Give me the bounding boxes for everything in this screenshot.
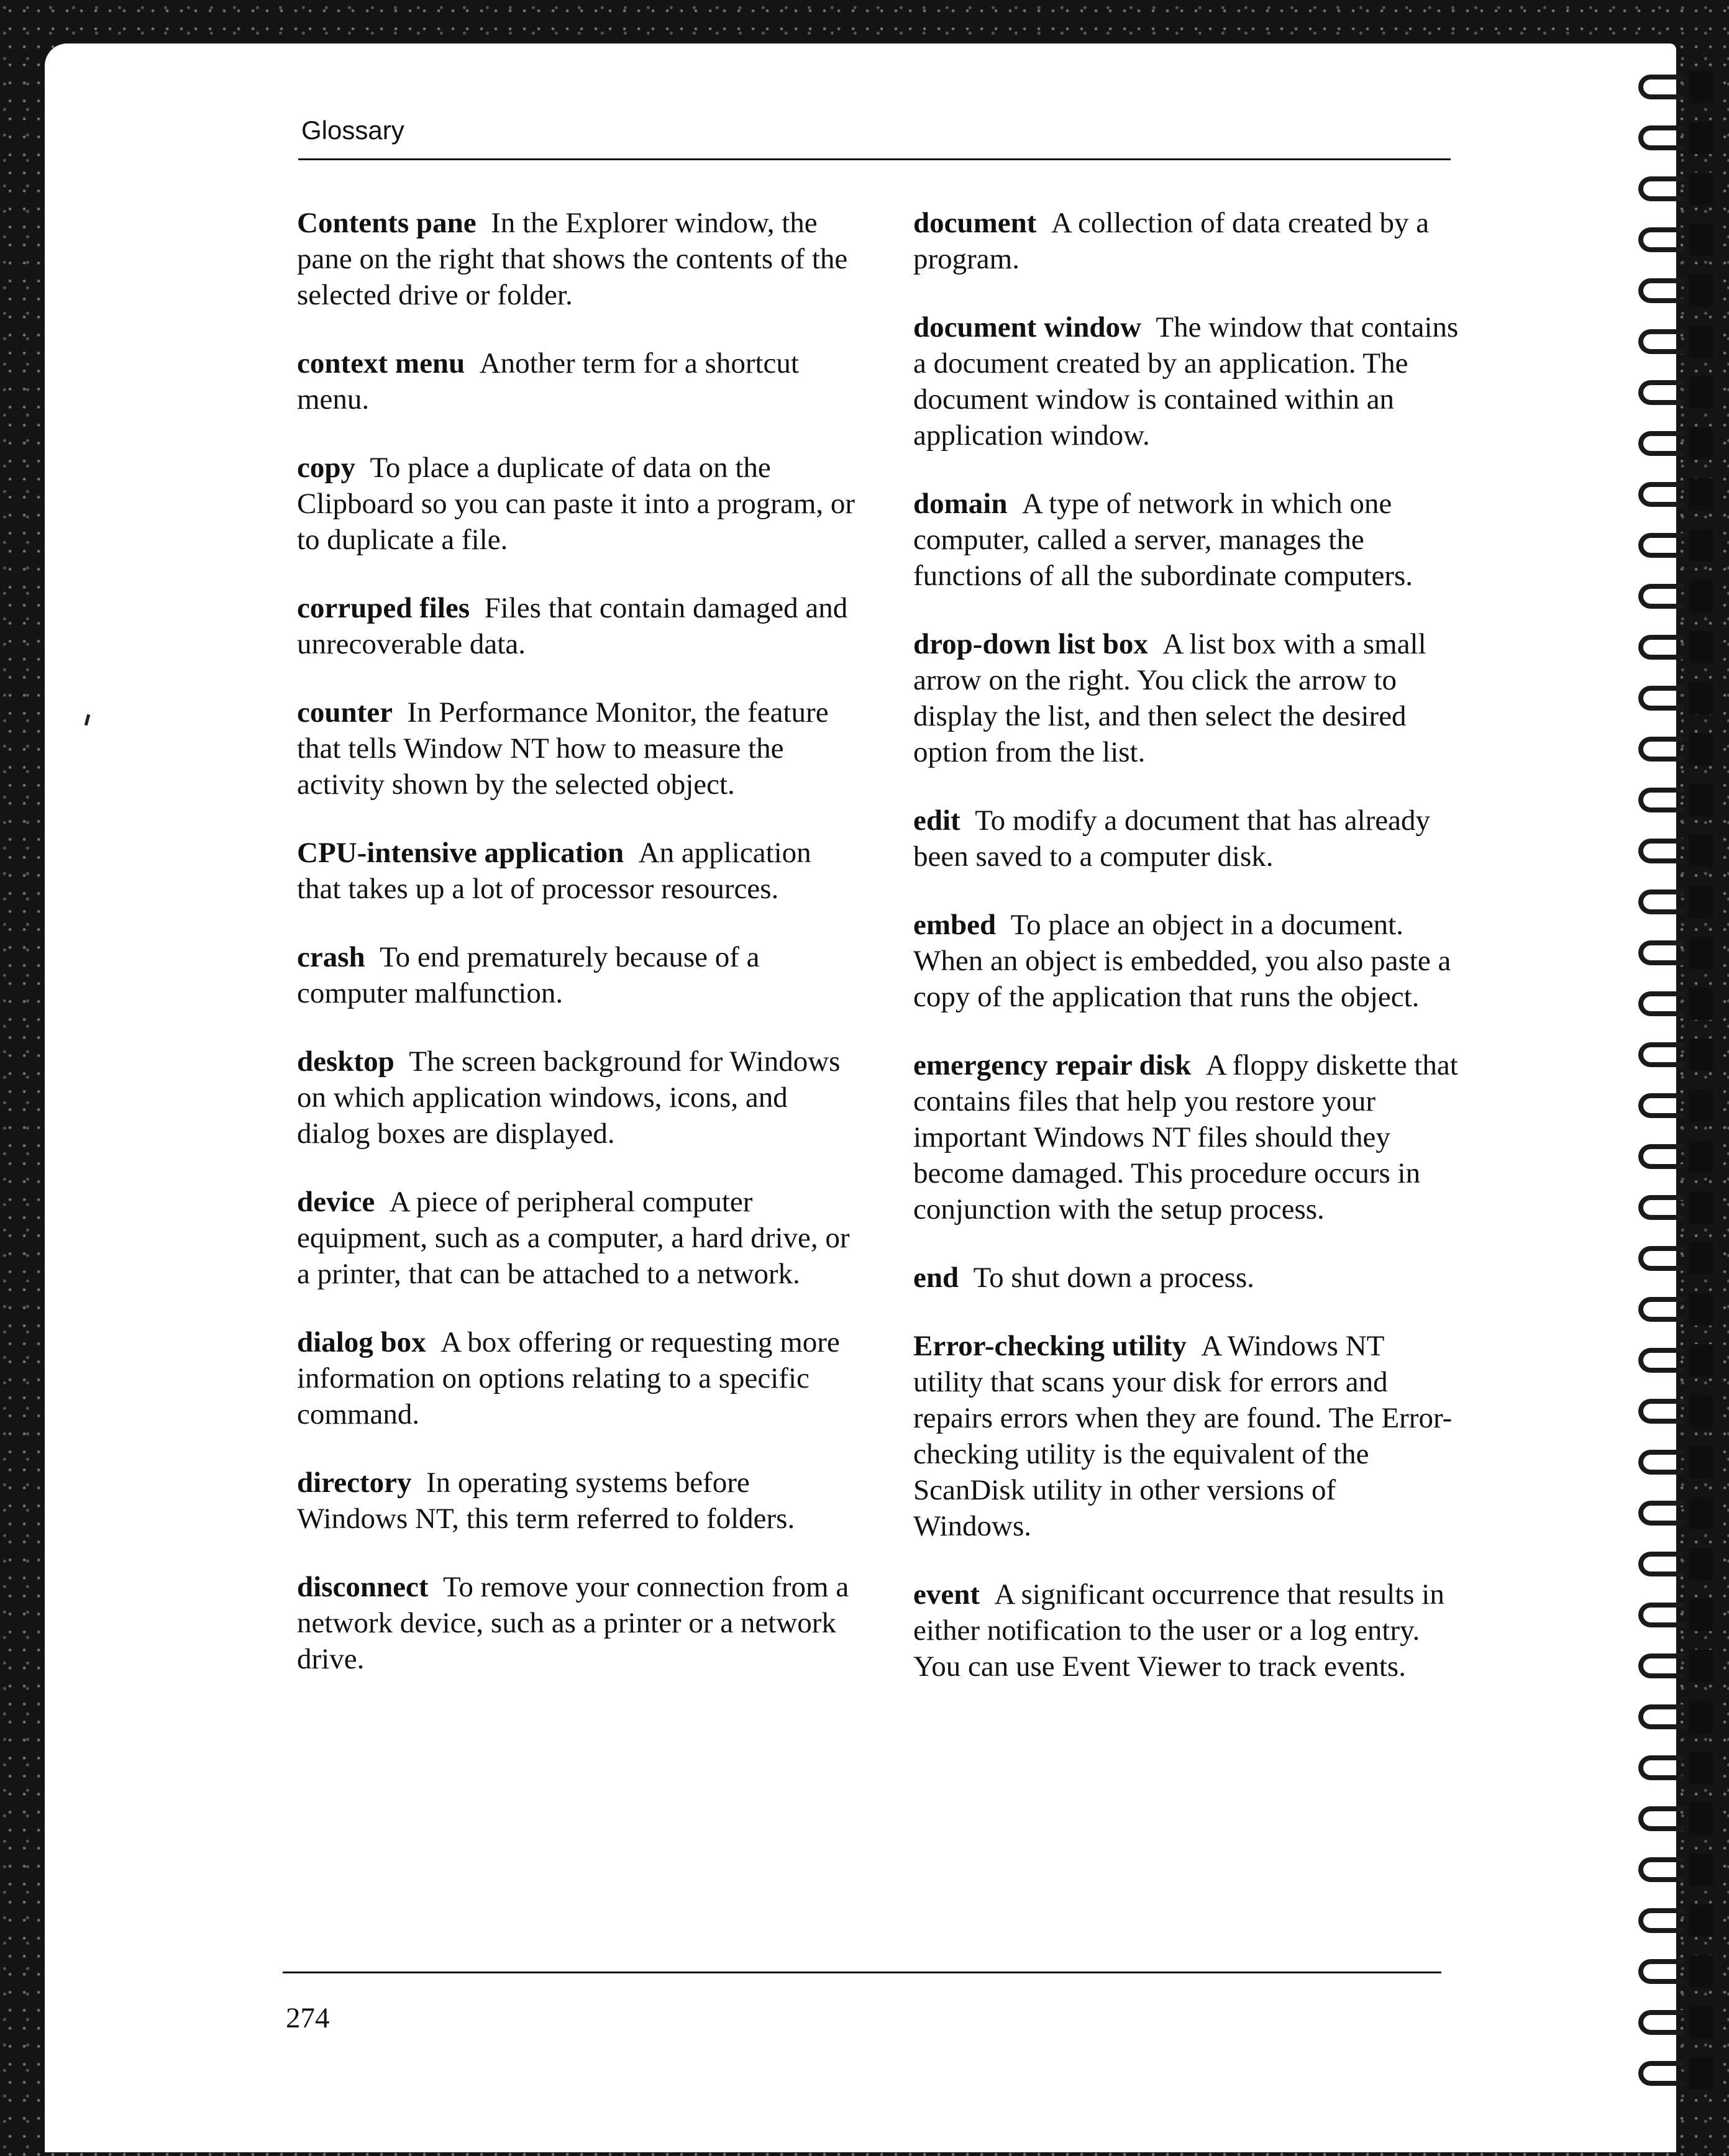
- binding-coil: [1638, 737, 1684, 762]
- glossary-definition: A floppy diskette that contains files that help you restore your important Windows NT files should they become damaged. This procedure occurs in conjunction with the setup process.: [913, 1049, 1458, 1226]
- glossary-term: drop-down list box: [913, 628, 1148, 660]
- binding-coil: [1638, 1704, 1684, 1729]
- binding-coil: [1638, 1755, 1684, 1780]
- running-head: Glossary: [301, 116, 404, 145]
- binding-hole: [1689, 1446, 1713, 1478]
- binding-hole: [1689, 1293, 1713, 1326]
- glossary-term: embed: [913, 909, 997, 941]
- binding-hole: [1689, 784, 1713, 816]
- glossary-term: context menu: [297, 347, 465, 380]
- glossary-term: device: [297, 1186, 375, 1218]
- glossary-definition: Files that contain damaged and unrecoverable data.: [297, 592, 848, 660]
- binding-coil: [1638, 1806, 1684, 1831]
- glossary-definition: A box offering or requesting more information on options relating to a specific command.: [297, 1326, 840, 1431]
- binding-hole: [1689, 988, 1713, 1020]
- glossary-definition: A significant occurrence that results in either notification to the user or a log entry. You can use Event Viewer to track events.: [913, 1578, 1444, 1683]
- binding-coil: [1638, 635, 1684, 660]
- glossary-term: crash: [297, 941, 365, 973]
- glossary-entry: [297, 1324, 856, 1432]
- glossary-definition: A collection of data created by a program.: [913, 207, 1430, 275]
- binding-coil: [1638, 2010, 1684, 2035]
- glossary-left-column: [297, 205, 856, 1709]
- binding-coil: [1638, 75, 1684, 99]
- glossary-term: domain: [913, 488, 1008, 520]
- glossary-entry: [913, 626, 1460, 770]
- glossary-term: directory: [297, 1467, 412, 1499]
- binding-hole: [1689, 631, 1713, 663]
- glossary-definition: In operating systems before Windows NT, this term referred to folders.: [297, 1467, 795, 1535]
- binding-hole: [1689, 427, 1713, 460]
- glossary-definition: To end prematurely because of a computer malfunction.: [297, 941, 760, 1009]
- glossary-entry: [913, 907, 1460, 1015]
- page-number: 274: [286, 2002, 330, 2034]
- binding-coil: [1638, 889, 1684, 914]
- glossary-definition: In the Explorer window, the pane on the right that shows the contents of the selected drive or folder.: [297, 207, 848, 311]
- binding-coil: [1638, 1603, 1684, 1627]
- binding-hole: [1689, 1548, 1713, 1580]
- binding-coil: [1638, 482, 1684, 507]
- binding-hole: [1689, 1752, 1713, 1784]
- footer-rule: [283, 1972, 1441, 1973]
- binding-hole: [1689, 682, 1713, 714]
- glossary-entry: [297, 1465, 856, 1537]
- glossary-term: copy: [297, 452, 355, 484]
- glossary-definition: The window that contains a document created by an application. The document window is contained within an application window.: [913, 311, 1459, 452]
- binding-coil: [1638, 1959, 1684, 1984]
- glossary-definition: Another term for a shortcut menu.: [297, 347, 799, 416]
- binding-coil: [1638, 584, 1684, 609]
- binding-hole: [1689, 1599, 1713, 1631]
- binding-hole: [1689, 376, 1713, 409]
- binding-coil: [1638, 1246, 1684, 1271]
- binding-hole: [1689, 1854, 1713, 1886]
- binding-hole: [1689, 2057, 1713, 2090]
- binding-hole: [1689, 886, 1713, 918]
- binding-coil: [1638, 227, 1684, 252]
- glossary-entry: [913, 1047, 1460, 1227]
- binding-hole: [1689, 1395, 1713, 1427]
- glossary-entry: [297, 939, 856, 1011]
- glossary-term: Error-checking utility: [913, 1330, 1187, 1362]
- binding-coil: [1638, 1552, 1684, 1576]
- binding-coil: [1638, 1348, 1684, 1373]
- glossary-term: CPU-intensive application: [297, 837, 624, 869]
- glossary-entry: [297, 835, 856, 907]
- glossary-entry: [297, 205, 856, 313]
- binding-hole: [1689, 1701, 1713, 1733]
- binding-hole: [1689, 580, 1713, 612]
- glossary-entry: [913, 1328, 1460, 1544]
- glossary-entry: [297, 450, 856, 558]
- binding-hole: [1689, 1089, 1713, 1122]
- binding-coil: [1638, 1297, 1684, 1322]
- glossary-definition: In Performance Monitor, the feature that tells Window NT how to measure the activity shown by the selected object.: [297, 696, 829, 801]
- glossary-entry: [297, 345, 856, 417]
- glossary-right-column: [913, 205, 1460, 1717]
- glossary-entry: [913, 803, 1460, 875]
- binding-coil: [1638, 278, 1684, 303]
- glossary-term: dialog box: [297, 1326, 426, 1358]
- binding-coil: [1638, 533, 1684, 558]
- binding-hole: [1689, 1191, 1713, 1224]
- binding-hole: [1689, 1955, 1713, 1988]
- binding-hole: [1689, 937, 1713, 969]
- binding-hole: [1689, 1650, 1713, 1682]
- glossary-definition: A piece of peripheral computer equipment, such as a computer, a hard drive, or a printer, that can be attached to a network.: [297, 1186, 850, 1290]
- glossary-term: document window: [913, 311, 1141, 343]
- glossary-term: edit: [913, 804, 960, 837]
- glossary-definition: An application that takes up a lot of processor resources.: [297, 837, 811, 905]
- binding-coil: [1638, 1042, 1684, 1067]
- binding-coil: [1638, 839, 1684, 863]
- binding-coil: [1638, 329, 1684, 354]
- glossary-definition: To place a duplicate of data on the Clipboard so you can paste it into a program, or to duplicate a file.: [297, 452, 855, 556]
- glossary-definition: To place an object in a document. When an object is embedded, you also paste a copy of the application that runs the object.: [913, 909, 1451, 1013]
- glossary-definition: To remove your connection from a network device, such as a printer or a network drive.: [297, 1571, 849, 1675]
- binding-hole: [1689, 71, 1713, 103]
- binding-hole: [1689, 478, 1713, 511]
- binding-coil: [1638, 1144, 1684, 1169]
- glossary-term: document: [913, 207, 1037, 239]
- binding-hole: [1689, 529, 1713, 562]
- binding-coil: [1638, 125, 1684, 150]
- glossary-entry: [297, 694, 856, 803]
- binding-coil: [1638, 1653, 1684, 1678]
- binding-hole: [1689, 173, 1713, 205]
- binding-hole: [1689, 275, 1713, 307]
- binding-coil: [1638, 1195, 1684, 1220]
- binding-coil: [1638, 1857, 1684, 1882]
- binding-coil: [1638, 991, 1684, 1016]
- glossary-definition: The screen background for Windows on which application windows, icons, and dialog boxes are displayed.: [297, 1045, 841, 1150]
- glossary-term: counter: [297, 696, 393, 729]
- glossary-term: event: [913, 1578, 980, 1611]
- spiral-binding: [1630, 50, 1729, 2118]
- glossary-entry: [297, 1044, 856, 1152]
- binding-coil: [1638, 380, 1684, 405]
- binding-hole: [1689, 224, 1713, 256]
- binding-coil: [1638, 176, 1684, 201]
- binding-coil: [1638, 431, 1684, 456]
- glossary-entry: [913, 486, 1460, 594]
- binding-hole: [1689, 1904, 1713, 1937]
- glossary-entry: [913, 309, 1460, 453]
- glossary-entry: [913, 1260, 1460, 1296]
- glossary-entry: [913, 205, 1460, 277]
- binding-hole: [1689, 325, 1713, 358]
- binding-hole: [1689, 1242, 1713, 1275]
- binding-coil: [1638, 1501, 1684, 1526]
- binding-coil: [1638, 1450, 1684, 1475]
- binding-coil: [1638, 1399, 1684, 1424]
- glossary-entry: [297, 1569, 856, 1677]
- glossary-definition: A type of network in which one computer, called a server, manages the functions of all the subordinate computers.: [913, 488, 1413, 592]
- binding-hole: [1689, 1803, 1713, 1835]
- glossary-term: Contents pane: [297, 207, 477, 239]
- binding-coil: [1638, 940, 1684, 965]
- glossary-definition: To modify a document that has already been saved to a computer disk.: [913, 804, 1431, 873]
- glossary-term: corruped files: [297, 592, 470, 624]
- binding-coil: [1638, 686, 1684, 711]
- glossary-definition: A list box with a small arrow on the right. You click the arrow to display the list, and then select the desired option from the list.: [913, 628, 1426, 768]
- binding-coil: [1638, 788, 1684, 812]
- binding-coil: [1638, 2061, 1684, 2086]
- glossary-entry: [297, 1184, 856, 1292]
- header-rule: [298, 158, 1451, 160]
- binding-coil: [1638, 1908, 1684, 1933]
- binding-hole: [1689, 1344, 1713, 1376]
- glossary-term: desktop: [297, 1045, 395, 1078]
- binding-hole: [1689, 733, 1713, 765]
- glossary-definition: To shut down a process.: [973, 1262, 1254, 1294]
- glossary-definition: A Windows NT utility that scans your disk for errors and repairs errors when they are found. The Error-checking utility is the equivalent of the ScanDisk utility in other versions of Windows.: [913, 1330, 1453, 1542]
- binding-coil: [1638, 1093, 1684, 1118]
- binding-hole: [1689, 835, 1713, 867]
- glossary-term: emergency repair disk: [913, 1049, 1192, 1081]
- binding-hole: [1689, 122, 1713, 154]
- glossary-term: disconnect: [297, 1571, 429, 1603]
- glossary-term: end: [913, 1262, 959, 1294]
- glossary-entry: [297, 590, 856, 662]
- binding-hole: [1689, 2006, 1713, 2039]
- glossary-entry: [913, 1576, 1460, 1685]
- binding-hole: [1689, 1497, 1713, 1529]
- binding-hole: [1689, 1039, 1713, 1071]
- binding-hole: [1689, 1140, 1713, 1173]
